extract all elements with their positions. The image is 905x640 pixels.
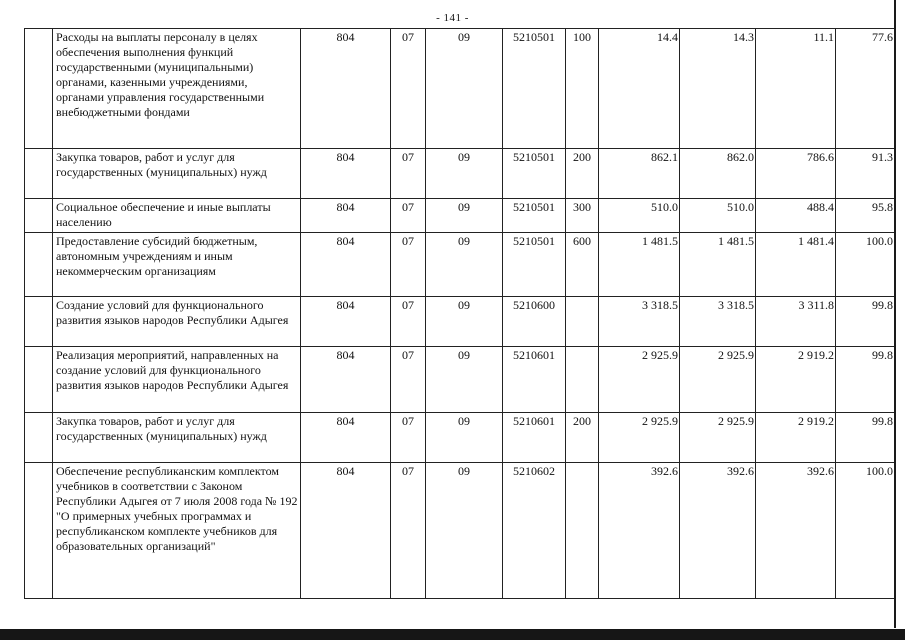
plan-approved: 1 481.5	[599, 233, 680, 297]
target-article-code: 5210601	[503, 413, 566, 463]
plan-approved: 2 925.9	[599, 413, 680, 463]
table-row	[25, 413, 895, 463]
target-article-code: 5210501	[503, 233, 566, 297]
plan-revised: 510.0	[680, 199, 756, 233]
executed-amount: 786.6	[756, 149, 836, 199]
table-row	[25, 297, 895, 347]
execution-percent: 91.3	[836, 149, 895, 199]
execution-percent: 100.0	[836, 233, 895, 297]
plan-approved: 392.6	[599, 463, 680, 599]
row-number-cell	[25, 233, 53, 297]
expense-name: Реализация мероприятий, направленных на создание условий для функционального развития языков народов Республики Адыгея	[53, 347, 301, 413]
table-row	[25, 233, 895, 297]
ministry-code: 804	[301, 149, 391, 199]
expense-type-code	[566, 297, 599, 347]
plan-approved: 3 318.5	[599, 297, 680, 347]
execution-percent: 100.0	[836, 463, 895, 599]
page-number: - 141 -	[436, 12, 469, 24]
table-row	[25, 463, 895, 599]
plan-revised: 2 925.9	[680, 413, 756, 463]
executed-amount: 1 481.4	[756, 233, 836, 297]
target-article-code: 5210501	[503, 199, 566, 233]
plan-revised: 862.0	[680, 149, 756, 199]
expense-name: Закупка товаров, работ и услуг для государственных (муниципальных) нужд	[53, 149, 301, 199]
plan-revised: 392.6	[680, 463, 756, 599]
ministry-code: 804	[301, 347, 391, 413]
row-number-cell	[25, 347, 53, 413]
subsection-code: 09	[426, 347, 503, 413]
execution-percent: 95.8	[836, 199, 895, 233]
table-row	[25, 149, 895, 199]
section-code: 07	[391, 297, 426, 347]
section-code: 07	[391, 29, 426, 149]
subsection-code: 09	[426, 463, 503, 599]
ministry-code: 804	[301, 199, 391, 233]
section-code: 07	[391, 463, 426, 599]
ministry-code: 804	[301, 463, 391, 599]
subsection-code: 09	[426, 233, 503, 297]
plan-revised: 1 481.5	[680, 233, 756, 297]
target-article-code: 5210501	[503, 29, 566, 149]
page-edge-line	[894, 0, 896, 628]
plan-revised: 3 318.5	[680, 297, 756, 347]
ministry-code: 804	[301, 413, 391, 463]
ministry-code: 804	[301, 297, 391, 347]
expense-type-code: 600	[566, 233, 599, 297]
ministry-code: 804	[301, 233, 391, 297]
plan-approved: 14.4	[599, 29, 680, 149]
executed-amount: 2 919.2	[756, 347, 836, 413]
row-number-cell	[25, 149, 53, 199]
subsection-code: 09	[426, 199, 503, 233]
execution-percent: 99.8	[836, 347, 895, 413]
expense-type-code: 200	[566, 413, 599, 463]
table-row	[25, 199, 895, 233]
row-number-cell	[25, 463, 53, 599]
subsection-code: 09	[426, 149, 503, 199]
section-code: 07	[391, 233, 426, 297]
executed-amount: 11.1	[756, 29, 836, 149]
table-row	[25, 347, 895, 413]
target-article-code: 5210501	[503, 149, 566, 199]
section-code: 07	[391, 413, 426, 463]
plan-revised: 2 925.9	[680, 347, 756, 413]
executed-amount: 3 311.8	[756, 297, 836, 347]
plan-revised: 14.3	[680, 29, 756, 149]
expense-type-code: 200	[566, 149, 599, 199]
row-number-cell	[25, 413, 53, 463]
section-code: 07	[391, 199, 426, 233]
expense-name: Создание условий для функционального развития языков народов Республики Адыгея	[53, 297, 301, 347]
expense-type-code: 100	[566, 29, 599, 149]
scan-bottom-edge	[0, 629, 905, 640]
plan-approved: 862.1	[599, 149, 680, 199]
section-code: 07	[391, 149, 426, 199]
expense-name: Социальное обеспечение и иные выплаты населению	[53, 199, 301, 233]
row-number-cell	[25, 297, 53, 347]
executed-amount: 2 919.2	[756, 413, 836, 463]
execution-percent: 77.6	[836, 29, 895, 149]
row-number-cell	[25, 29, 53, 149]
execution-percent: 99.8	[836, 413, 895, 463]
expense-name: Предоставление субсидий бюджетным, автономным учреждениям и иным некоммерческим организациям	[53, 233, 301, 297]
expense-name: Расходы на выплаты персоналу в целях обеспечения выполнения функций государственными (муниципальными) органами, казенными учреждениями, органами управления государственными внебюджетными фондами	[53, 29, 301, 149]
subsection-code: 09	[426, 29, 503, 149]
subsection-code: 09	[426, 297, 503, 347]
expense-type-code	[566, 347, 599, 413]
expense-type-code	[566, 463, 599, 599]
plan-approved: 510.0	[599, 199, 680, 233]
table-row	[25, 29, 895, 149]
subsection-code: 09	[426, 413, 503, 463]
expense-name: Закупка товаров, работ и услуг для государственных (муниципальных) нужд	[53, 413, 301, 463]
row-number-cell	[25, 199, 53, 233]
executed-amount: 392.6	[756, 463, 836, 599]
plan-approved: 2 925.9	[599, 347, 680, 413]
expense-name: Обеспечение республиканским комплектом учебников в соответствии с Законом Республики Адыгея от 7 июля 2008 года № 192 "О примерных учебных программах и республиканском комплекте учебников для образовательных организаций"	[53, 463, 301, 599]
target-article-code: 5210602	[503, 463, 566, 599]
section-code: 07	[391, 347, 426, 413]
budget-table	[24, 28, 895, 599]
executed-amount: 488.4	[756, 199, 836, 233]
execution-percent: 99.8	[836, 297, 895, 347]
target-article-code: 5210600	[503, 297, 566, 347]
target-article-code: 5210601	[503, 347, 566, 413]
ministry-code: 804	[301, 29, 391, 149]
expense-type-code: 300	[566, 199, 599, 233]
